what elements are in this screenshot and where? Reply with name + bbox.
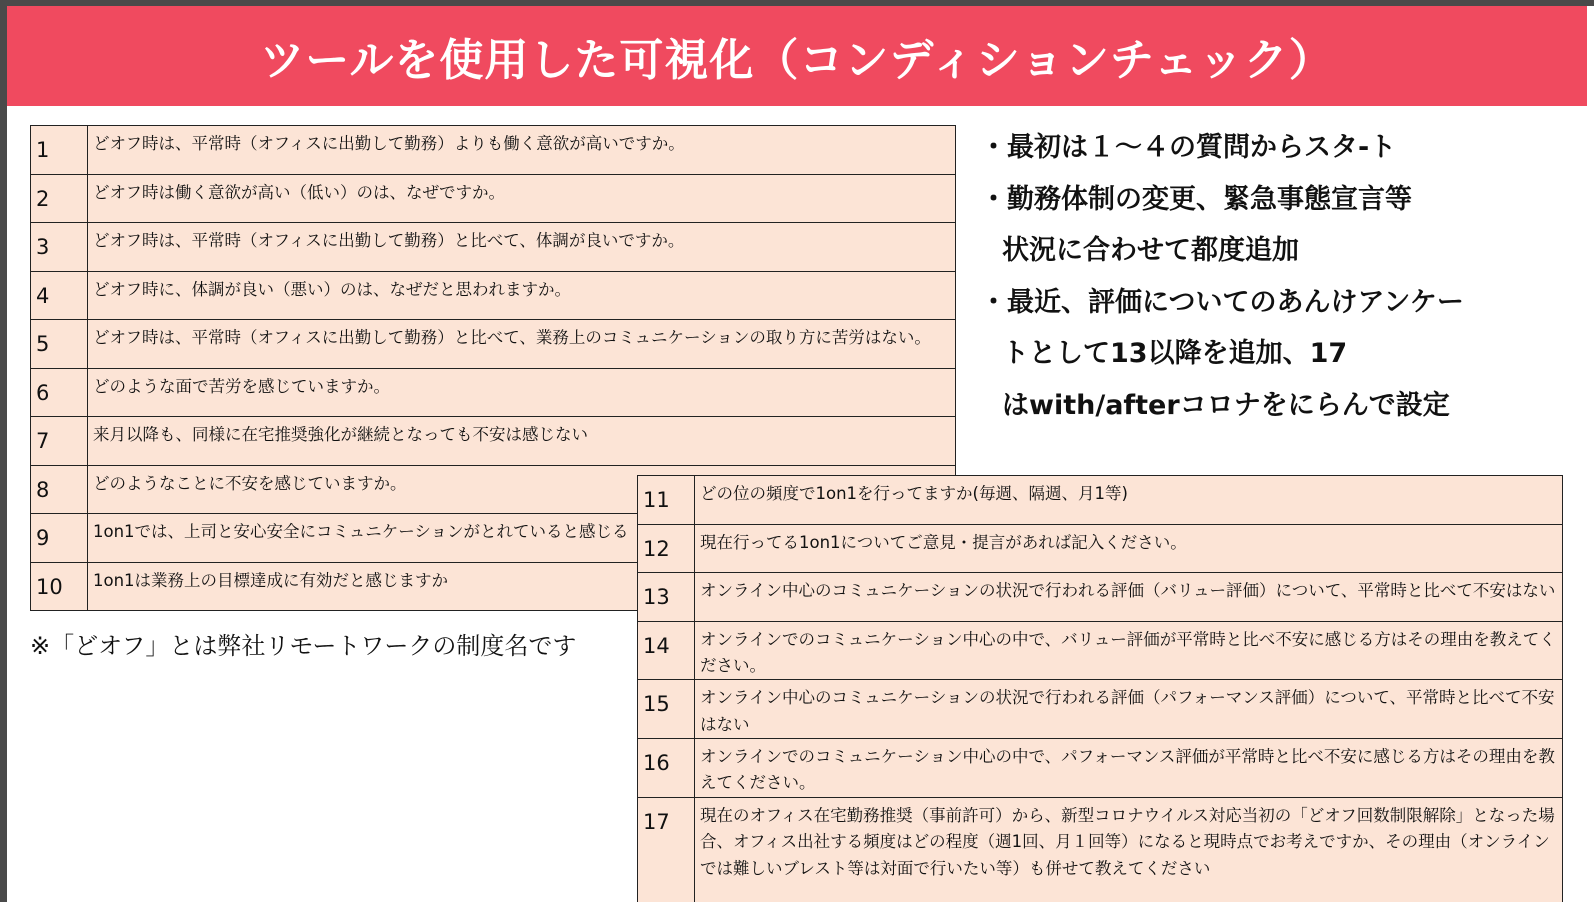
question-row xyxy=(638,797,1563,902)
question-number: 5 xyxy=(36,332,50,356)
question-row xyxy=(31,320,956,369)
question-text: どオフ時は働く意欲が高い（低い）のは、なぜですか。 xyxy=(93,182,506,202)
bullet-line: はwith/afterコロナをにらんで設定 xyxy=(1002,389,1450,421)
question-text: どのようなことに不安を感じていますか。 xyxy=(93,473,407,493)
question-text-cell xyxy=(695,573,1563,622)
question-number-cell xyxy=(31,126,88,175)
question-row xyxy=(31,223,956,272)
question-number-cell xyxy=(638,680,695,739)
question-number: 14 xyxy=(643,633,670,658)
question-text-cell xyxy=(88,126,956,175)
title-bar xyxy=(7,6,1587,106)
question-text: オンライン中心のコミュニケーションの状況で行われる評価（バリュー評価）について、平常時と比べて不安はない xyxy=(700,581,1556,600)
question-text: 1on1は業務上の目標達成に有効だと感じますか xyxy=(93,570,449,590)
bullet-line: ・勤務体制の変更、緊急事態宣言等 xyxy=(980,183,1412,215)
question-text: オンラインでのコミュニケーション中心の中で、バリュー評価が平常時と比べ不安に感じる方はその理由を教えてください。 xyxy=(700,629,1556,675)
question-text: 現在行ってる1on1についてご意見・提言があれば記入ください。 xyxy=(700,532,1187,552)
question-number: 8 xyxy=(36,477,50,502)
question-row xyxy=(638,476,1563,525)
question-row xyxy=(638,573,1563,622)
question-number-cell xyxy=(31,271,88,320)
question-row xyxy=(638,524,1563,573)
question-text-cell xyxy=(695,797,1563,902)
question-text: どオフ時は、平常時（オフィスに出勤して勤務）と比べて、業務上のコミュニケーションの取り方に苦労はない。 xyxy=(93,328,931,347)
question-text-cell xyxy=(88,174,956,223)
question-text-cell xyxy=(695,621,1563,680)
footnote: ※「どオフ」とは弊社リモートワークの制度名です xyxy=(30,632,577,660)
question-row xyxy=(31,271,956,320)
bullet-list xyxy=(980,122,1580,431)
question-text: どの位の頻度で1on1を行ってますか(毎週、隔週、月1等) xyxy=(700,484,1128,503)
question-number: 12 xyxy=(643,536,670,561)
question-number-cell xyxy=(31,174,88,223)
question-number-cell xyxy=(31,562,88,611)
bullet-line: トとして13以降を追加、17 xyxy=(1002,338,1348,369)
question-row xyxy=(31,417,956,466)
question-text: 1on1では、上司と安心安全にコミュニケーションがとれていると感じる xyxy=(93,522,629,541)
question-number: 7 xyxy=(36,429,50,453)
page-title: ツールを使用した可視化（コンディションチェック） xyxy=(260,35,1334,86)
question-number: 16 xyxy=(643,751,670,776)
question-number-cell xyxy=(31,223,88,272)
question-number-cell xyxy=(638,573,695,622)
question-number: 3 xyxy=(36,235,50,259)
question-text: オンラインでのコミュニケーション中心の中で、パフォーマンス評価が平常時と比べ不安に感じる方はその理由を教えてください。 xyxy=(700,747,1555,793)
question-text: オンライン中心のコミュニケーションの状況で行われる評価（パフォーマンス評価）について、平常時と比べて不安はない xyxy=(700,688,1555,734)
window-frame-left xyxy=(0,0,7,902)
question-text-cell xyxy=(695,476,1563,525)
question-row xyxy=(638,621,1563,680)
question-row xyxy=(638,680,1563,739)
question-number: 9 xyxy=(36,526,50,550)
question-number-cell xyxy=(31,514,88,563)
question-row xyxy=(31,126,956,175)
question-text: どオフ時は、平常時（オフィスに出勤して勤務）と比べて、体調が良いですか。 xyxy=(93,231,685,250)
question-number-cell xyxy=(638,476,695,525)
question-number: 13 xyxy=(643,585,670,609)
question-text-cell xyxy=(88,320,956,369)
question-number-cell xyxy=(31,417,88,466)
question-number-cell xyxy=(638,621,695,680)
question-table-right xyxy=(637,475,1563,902)
question-text: どオフ時は、平常時（オフィスに出勤して勤務）よりも働く意欲が高いですか。 xyxy=(93,134,685,153)
question-number: 17 xyxy=(643,809,670,834)
question-number-cell xyxy=(31,368,88,417)
question-number-cell xyxy=(31,465,88,514)
question-row xyxy=(31,368,956,417)
question-text: 現在のオフィス在宅勤務推奨（事前許可）から、新型コロナウイルス対応当初の「どオフ回数制限解除」となった場合、オフィス出社する頻度はどの程度（週1回、月１回等）になると現時点でお考えですか、その理由（オンラインでは難しいブレスト等は対面で行いたい等）も併せて教えてください xyxy=(700,805,1555,878)
question-text-cell xyxy=(695,680,1563,739)
question-text-cell xyxy=(695,524,1563,573)
question-number: 10 xyxy=(36,574,63,599)
question-number-cell xyxy=(31,320,88,369)
bullet-line: ・最近、評価についてのあんけアンケー xyxy=(980,286,1464,318)
question-number-cell xyxy=(638,797,695,902)
bullet-line: 状況に合わせて都度追加 xyxy=(1002,235,1299,266)
bullet-line: ・最初は１～４の質問からスタ-ト xyxy=(980,132,1397,163)
question-number: 11 xyxy=(643,488,670,512)
question-number-cell xyxy=(638,524,695,573)
question-text-cell xyxy=(88,271,956,320)
question-text: どオフ時に、体調が良い（悪い）のは、なぜだと思われますか。 xyxy=(93,279,572,299)
question-text-cell xyxy=(88,417,956,466)
question-number: 4 xyxy=(36,283,50,308)
question-number: 2 xyxy=(36,186,50,211)
question-text: 来月以降も、同様に在宅推奨強化が継続となっても不安は感じない xyxy=(93,425,588,444)
question-number: 6 xyxy=(36,380,50,405)
question-number-cell xyxy=(638,739,695,798)
question-text: どのような面で苦労を感じていますか。 xyxy=(93,376,390,396)
question-text-cell xyxy=(88,368,956,417)
question-text-cell xyxy=(88,223,956,272)
question-text-cell xyxy=(695,739,1563,798)
question-row xyxy=(31,174,956,223)
question-number: 15 xyxy=(643,692,670,717)
question-number: 1 xyxy=(36,138,50,162)
question-row xyxy=(638,739,1563,798)
